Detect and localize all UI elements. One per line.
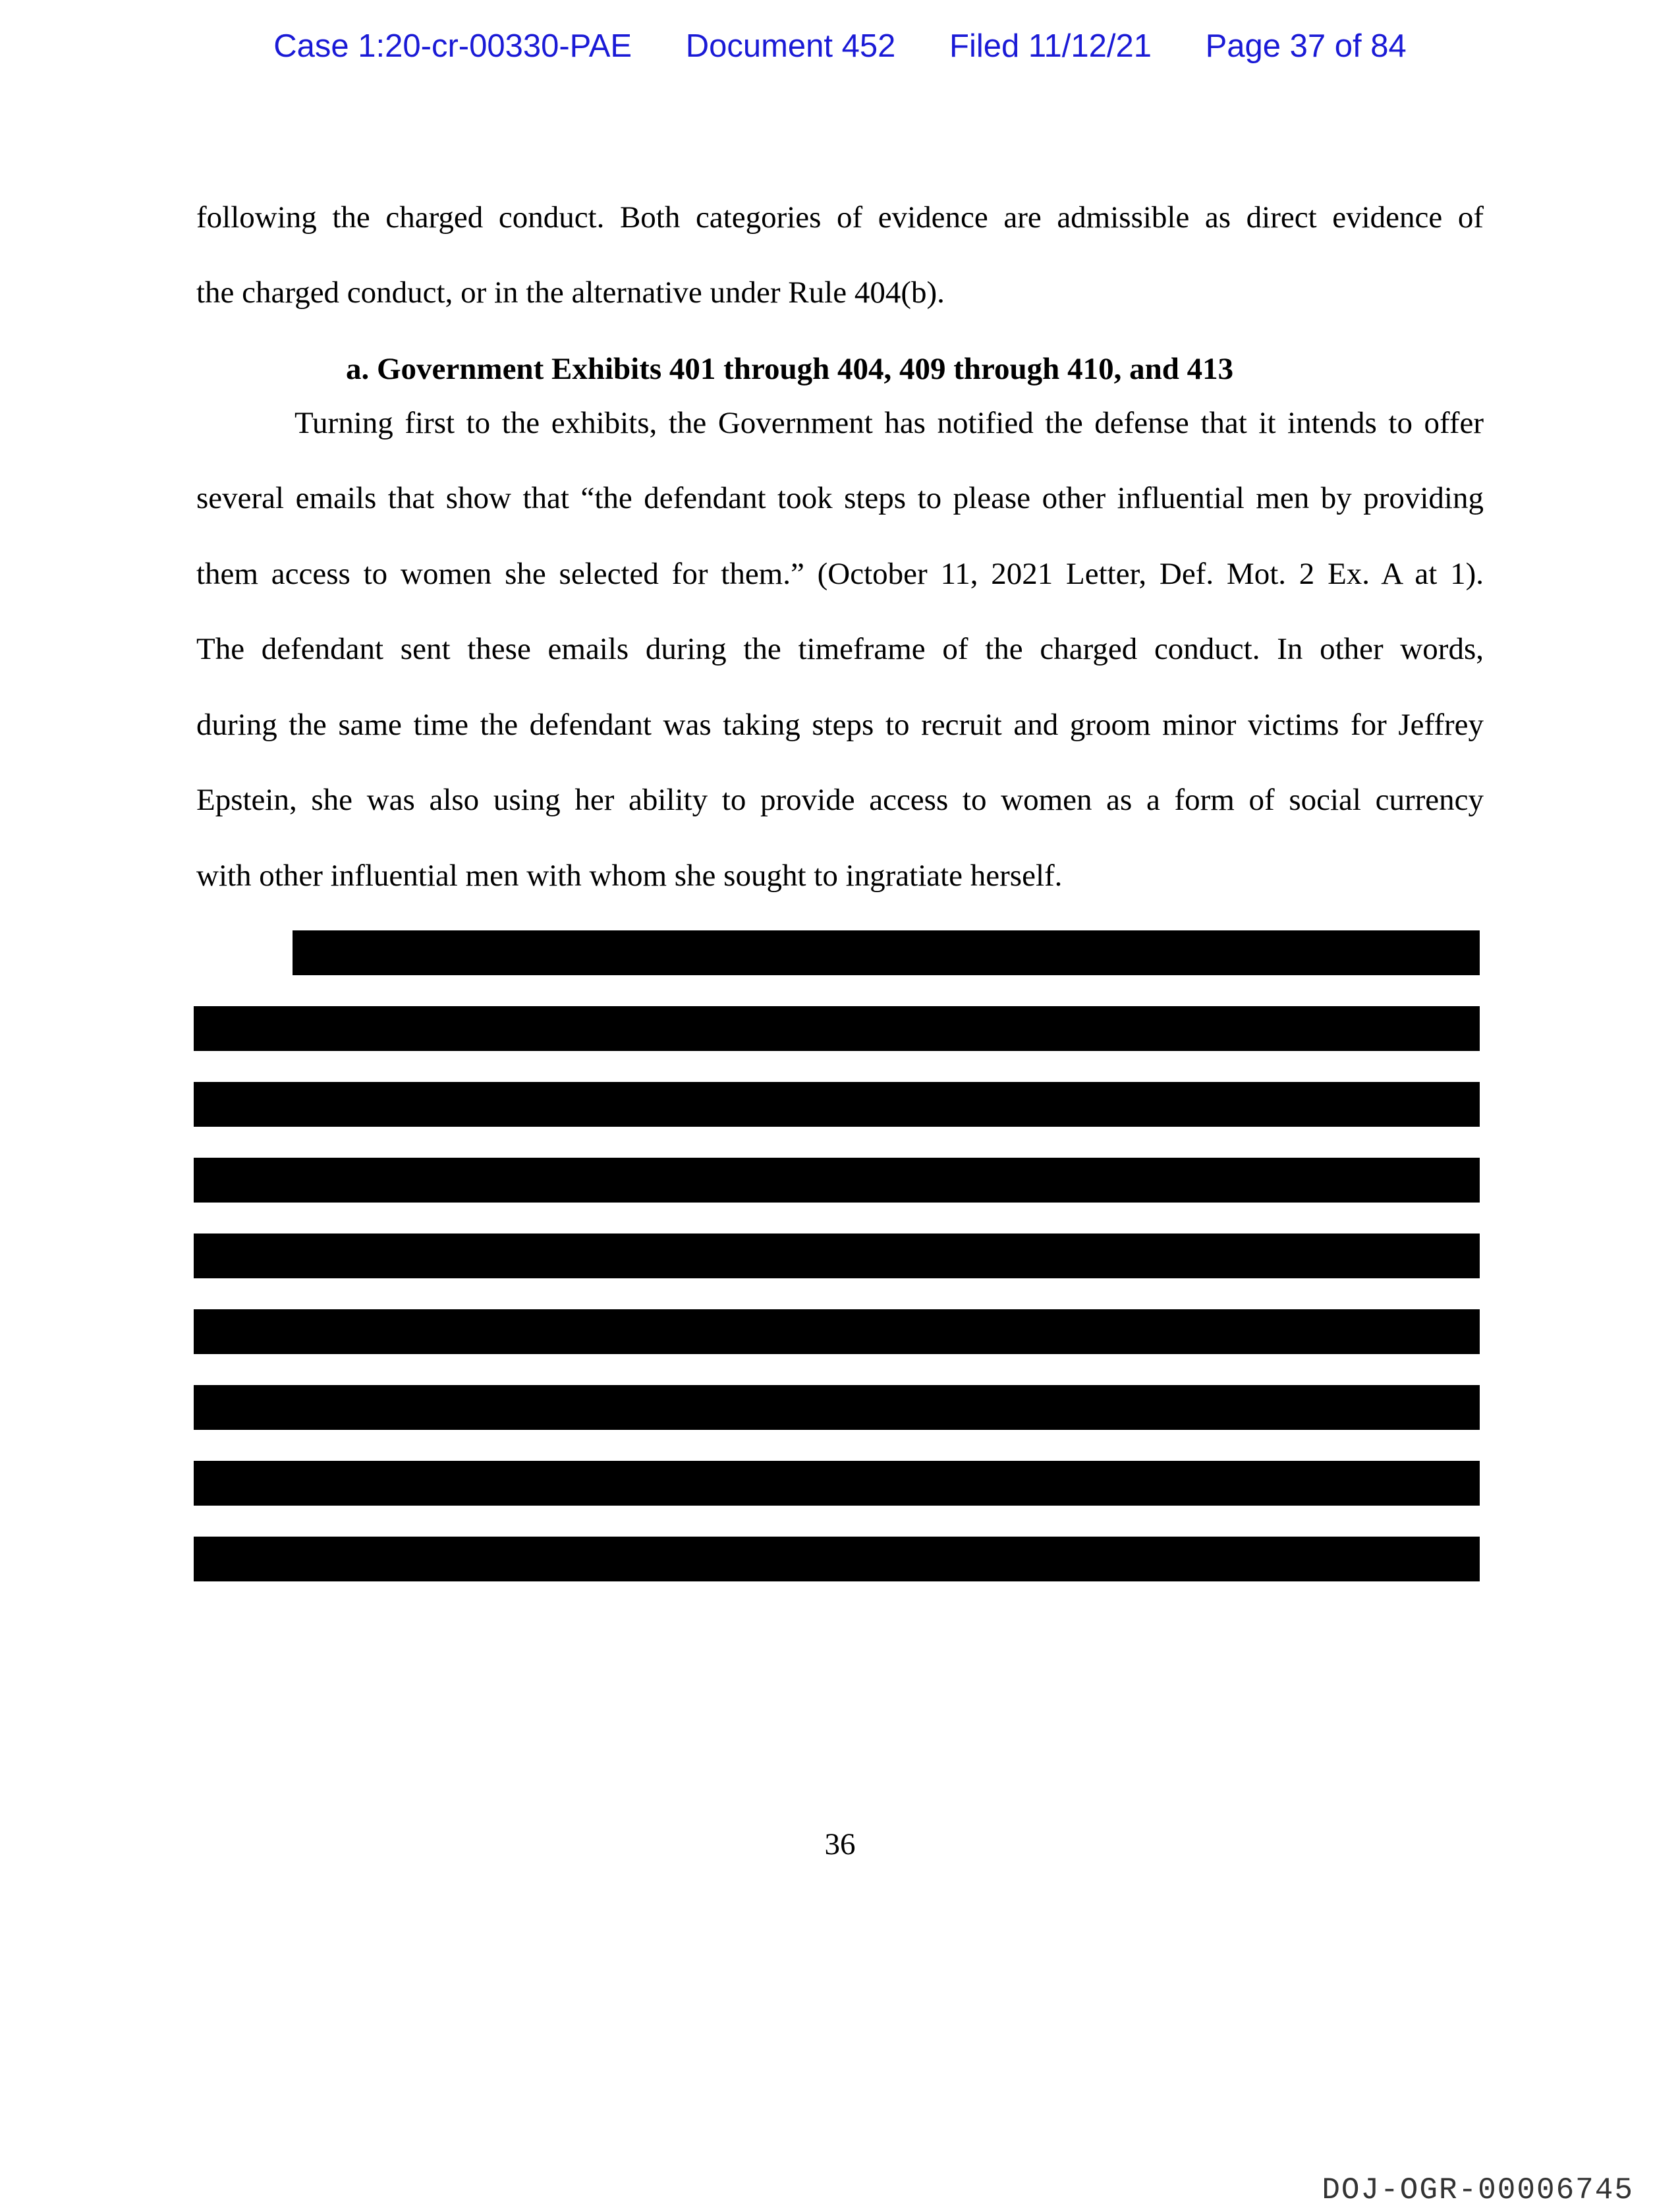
paragraph2-line-6: Epstein, she was also using her ability to provide access to women as a form of social currency — [196, 783, 1484, 817]
redaction-bar — [194, 1006, 1480, 1051]
paragraph2-line-2: several emails that show that “the defendant took steps to please other influential men by providing — [196, 481, 1484, 515]
paragraph2-line-4: The defendant sent these emails during the timeframe of the charged conduct. In other words, — [196, 632, 1484, 666]
redaction-bar — [194, 1158, 1480, 1203]
paragraph2-line-1: Turning first to the exhibits, the Government has notified the defense that it intends to offer — [294, 406, 1484, 440]
redaction-bar — [194, 1385, 1480, 1430]
section-subheading: a. Government Exhibits 401 through 404, 409 through 410, and 413 — [346, 352, 1234, 386]
redaction-bar — [194, 1461, 1480, 1506]
redaction-bar — [194, 1537, 1480, 1581]
page-indicator: Page 37 of 84 — [1205, 28, 1407, 64]
page-number: 36 — [824, 1827, 856, 1861]
filed-date: Filed 11/12/21 — [949, 28, 1152, 64]
redaction-bar — [194, 1309, 1480, 1354]
ecf-header — [0, 28, 1680, 65]
redaction-bar — [194, 1234, 1480, 1278]
paragraph1-line-1: following the charged conduct. Both categories of evidence are admissible as direct evidence of — [196, 200, 1484, 235]
paragraph2-line-7: with other influential men with whom she sought to ingratiate herself. — [196, 859, 1063, 893]
case-number: Case 1:20-cr-00330-PAE — [273, 28, 632, 64]
document-number: Document 452 — [685, 28, 896, 64]
paragraph2-line-3: them access to women she selected for them.” (October 11, 2021 Letter, Def. Mot. 2 Ex. A at 1). — [196, 557, 1484, 591]
paragraph2-line-5: during the same time the defendant was taking steps to recruit and groom minor victims for Jeffrey — [196, 708, 1484, 742]
redaction-bar — [293, 930, 1480, 975]
paragraph1-line-2: the charged conduct, or in the alternative under Rule 404(b). — [196, 275, 945, 310]
bates-number: DOJ-OGR-00006745 — [1322, 2173, 1634, 2207]
redaction-bar — [194, 1082, 1480, 1127]
